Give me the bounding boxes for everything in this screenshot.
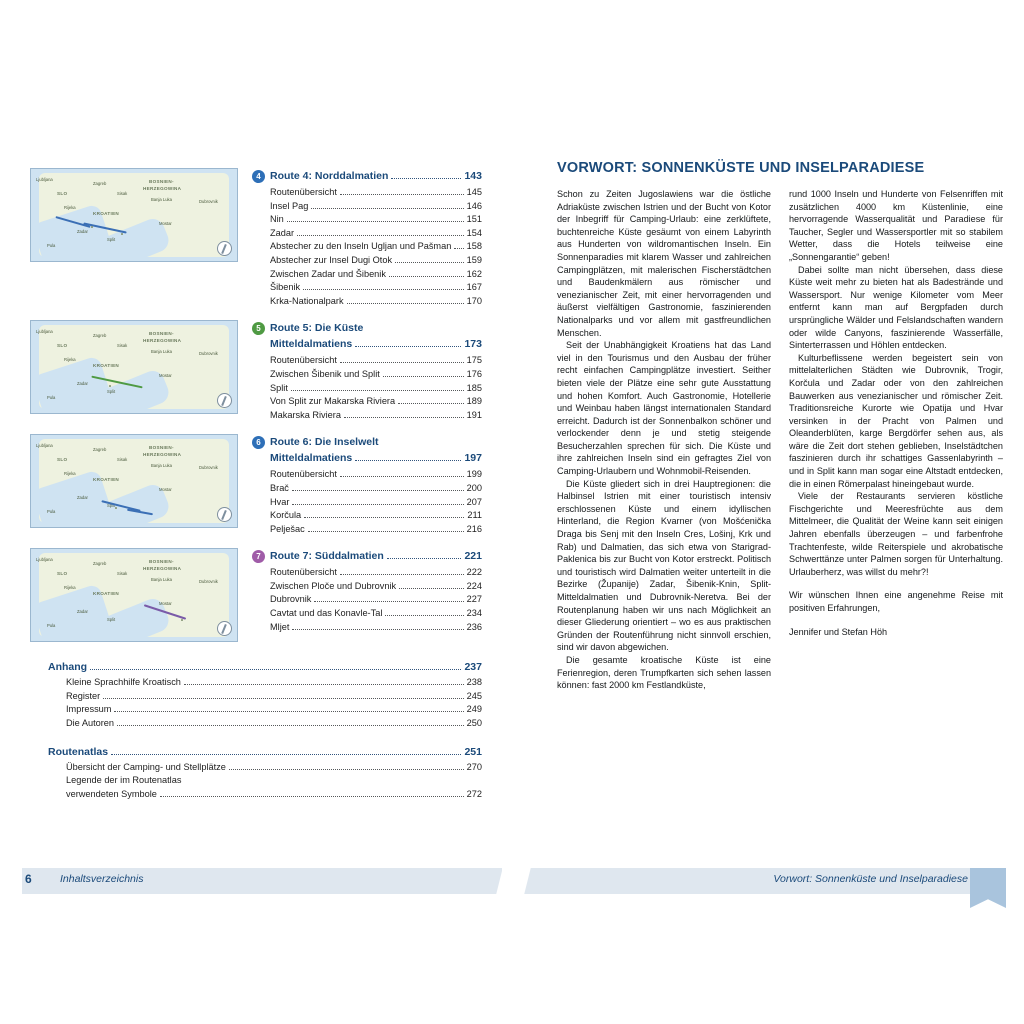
toc-item-label: Insel Pag	[270, 200, 309, 211]
toc-item-page: 199	[466, 469, 482, 480]
leader-dots	[90, 669, 461, 670]
toc-item[interactable]	[270, 254, 482, 268]
appendix-heading	[48, 660, 482, 674]
route-page-number: 173	[464, 338, 482, 351]
leader-dots	[355, 460, 461, 461]
toc-item[interactable]	[66, 774, 482, 788]
toc-item-page: 200	[466, 482, 482, 493]
toc-entries	[238, 434, 482, 536]
leader-dots	[454, 248, 463, 249]
leader-dots	[292, 629, 463, 630]
leader-dots	[383, 376, 464, 377]
route-title-line-2	[270, 338, 482, 351]
leader-dots	[160, 796, 464, 797]
toc-item-page: 167	[466, 282, 482, 293]
toc-block	[30, 548, 482, 642]
toc-item-label: Routenübersicht	[270, 187, 337, 197]
toc-routeatlas-section	[48, 745, 482, 802]
toc-item-page: 185	[466, 382, 482, 393]
toc-item-page: 227	[466, 594, 482, 605]
toc-item[interactable]	[270, 496, 482, 510]
toc-item[interactable]	[270, 382, 482, 396]
toc-item-label: Routenübersicht	[270, 567, 337, 578]
toc-item-page: 216	[466, 523, 482, 534]
footer-label-left: Inhaltsverzeichnis	[60, 873, 144, 885]
toc-item[interactable]	[270, 580, 482, 594]
toc-item-page: 158	[466, 241, 482, 252]
toc-item[interactable]	[270, 607, 482, 621]
toc-item-label: Dubrovnik	[270, 594, 312, 605]
toc-item-page: 270	[466, 761, 482, 772]
leader-dots	[344, 417, 464, 418]
column-right	[789, 188, 1003, 692]
leader-dots	[398, 403, 464, 404]
toc-item-label: Pelješac	[270, 523, 305, 534]
toc-item[interactable]	[66, 690, 482, 704]
toc-item[interactable]	[270, 186, 482, 200]
leader-dots	[355, 346, 461, 347]
toc-item-label: Routenübersicht	[270, 355, 337, 366]
route-page-number: 221	[464, 550, 482, 563]
toc-item-page: 272	[466, 788, 482, 799]
leader-dots	[311, 208, 463, 209]
toc-appendix-section	[48, 660, 482, 730]
toc-item[interactable]	[270, 295, 482, 309]
leader-dots	[385, 615, 463, 616]
leader-dots	[391, 178, 461, 179]
toc-item-page: 245	[466, 690, 482, 701]
route-heading	[252, 436, 482, 449]
toc-item[interactable]	[270, 509, 482, 523]
toc-item-page: 145	[466, 187, 482, 197]
toc-item[interactable]	[270, 200, 482, 214]
leader-dots	[340, 476, 464, 477]
toc-item-label: Kleine Sprachhilfe Kroatisch	[66, 677, 181, 688]
toc-item[interactable]	[270, 621, 482, 635]
leader-dots	[229, 769, 464, 770]
toc-item-label: Split	[270, 382, 288, 393]
toc-item-page: 224	[466, 580, 482, 591]
paragraph: Schon zu Zeiten Jugoslawiens war die östliche Adriaküste zwischen Istrien und der Bucht von Kotor der Inbegriff für Camping-Urlaub: eine zerklüftete, buchtenreiche Küste gesäumt von einem Labyrinth aus Hunderten von wildromantischen Inseln. Ein Sonnenparadies mit klarem Wasser und zahlreichen Campingplätzen, mit malerischen Fischerstädtchen und Baudenkmälern aus römischer und venezianischer Zeit, mit einer hervorragenden und äußerst vielfältigen Gastronomie, faszinierenden Nationalparks und vor allem mit gastfreundlichen Menschen.	[557, 189, 771, 338]
paragraph: Dabei sollte man nicht übersehen, dass diese Küste weit mehr zu bieten hat als Badestrände und Wassersport. Nur wenige Kilometer vom Meer entfernt kann man auf Bergpfaden durch ursprüngliche Wälder und Felslandschaften wandern oder wilde Canyons, faszinierende Wasserfälle, Sinterterrassen und Höhlen entdecken.	[789, 264, 1003, 351]
toc-item-page: 175	[466, 355, 482, 366]
leader-dots	[287, 221, 464, 222]
route-number-badge: 7	[252, 550, 265, 563]
leader-dots	[340, 362, 464, 363]
appendix-label: Anhang	[48, 661, 88, 674]
signature: Jennifer und Stefan Höh	[789, 626, 888, 637]
route-title: Route 6: Die Inselwelt	[270, 436, 379, 449]
paragraph: Die Küste gliedert sich in drei Hauptregionen: die Halbinsel Istrien mit einer touristisch intensiv erschlossenen Küste und einem idyllischen Hinterland, die Region Kvarner (von Mošćenička Draga bis Senj mit den Inseln Cres, Lošinj, Krk und Rab) und Dalmatien, das sich etwa von Starigrad-Paklenica bis zur Bucht von Kotor erstreckt. Politisch und touristisch wird Dalmatien weiter unterteilt in die Bezirke (Županije) Zadar, Šibenik-Knin, Split-Mitteldalmatien und Dubrovnik-Neretva. Bei der Routenplanung haben wir uns nach Möglichkeit an dieser Gliederung orientiert – wo es aus praktischen Gründen der Routenführung nicht sinnvoll erschien, sind wir davon abgewichen.	[557, 478, 771, 653]
leader-dots	[308, 531, 464, 532]
toc-item[interactable]	[270, 240, 482, 254]
footer-label-right: Vorwort: Sonnenküste und Inselparadiese	[773, 873, 968, 885]
toc-item-page: 162	[466, 268, 482, 279]
leader-dots	[297, 235, 464, 236]
toc-item-label: Zadar	[270, 227, 295, 238]
toc-entries	[238, 168, 482, 308]
appendix-page: 237	[464, 661, 482, 674]
toc-block	[30, 434, 482, 536]
toc-item-label: Brač	[270, 482, 289, 493]
toc-item-label: Mljet	[270, 621, 290, 632]
toc-item[interactable]	[270, 409, 482, 423]
table-of-contents	[30, 168, 482, 801]
toc-item-page: 207	[466, 496, 482, 507]
toc-item-label: Von Split zur Makarska Riviera	[270, 396, 396, 407]
route-heading	[252, 550, 482, 563]
toc-item-label: Abstecher zur Insel Dugi Otok	[270, 254, 393, 265]
route-heading	[252, 170, 482, 183]
toc-item-label: Routenübersicht	[270, 469, 337, 480]
toc-item[interactable]	[66, 703, 482, 717]
leader-dots	[184, 684, 464, 685]
toc-item-label: Die Autoren	[66, 718, 115, 729]
toc-item-label: Übersicht der Camping- und Stellplätze	[66, 761, 226, 772]
toc-item-page: 176	[466, 368, 482, 379]
leader-dots	[399, 588, 464, 589]
toc-item[interactable]	[270, 482, 482, 496]
toc-item-page: 154	[466, 227, 482, 238]
leader-dots	[292, 490, 464, 491]
route-page-number: 197	[464, 452, 482, 465]
toc-item-page: 236	[466, 621, 482, 632]
toc-item[interactable]	[270, 368, 482, 382]
toc-entries	[238, 320, 482, 422]
toc-item[interactable]	[270, 213, 482, 227]
toc-item-label: Krka-Nationalpark	[270, 295, 344, 306]
toc-item-page: 211	[467, 510, 482, 521]
routeatlas-page: 251	[464, 745, 482, 758]
toc-item-label: verwendeten Symbole	[66, 788, 157, 799]
toc-item-page: 249	[466, 704, 482, 715]
leader-dots	[347, 303, 464, 304]
paragraph: Kulturbeflissene werden begeistert sein von mittelalterlichen Städten wie Dubrovnik, Trogir, Korčula und Zadar oder von den zahlreichen Bauwerken aus venezianischer und römischer Zeit. Traditionsreiche Kurorte wie Opatija und Hvar versinken in der Pracht von Palmen und Oleanderblüten, karge Bergdörfer sehen aus, als wäre die Zeit dort stehen geblieben, Inselstädtchen faszinieren durch ihr schattiges Gassenlabyrinth – und in Split kann man sogar eine Altstadt entdecken, die in einen Römerpalast hineingebaut wurde.	[789, 352, 1003, 489]
route-number-badge: 6	[252, 436, 265, 449]
foreword-columns	[557, 188, 1004, 692]
leader-dots	[292, 504, 463, 505]
toc-item-label: Nin	[270, 214, 284, 225]
route-map-thumbnail: BOSNIEN- HERZEGOWINA KROATIEN SLO Ljubljana Zagreb Rijeka Sisak Banja Luka Dubrovnik Mostar Zadar Split Pula	[30, 434, 238, 528]
toc-item-label: Cavtat und das Konavle-Tal	[270, 608, 383, 619]
toc-item-page: 151	[466, 214, 482, 225]
route-title: Route 7: Süddalmatien	[270, 550, 384, 563]
toc-item-page: 191	[466, 409, 482, 420]
toc-entries	[238, 548, 482, 642]
toc-item[interactable]	[66, 788, 482, 802]
route-number-badge: 4	[252, 170, 265, 183]
route-map-thumbnail: BOSNIEN- HERZEGOWINA KROATIEN SLO Ljubljana Zagreb Rijeka Sisak Banja Luka Dubrovnik Mostar Zadar Split Pula	[30, 320, 238, 414]
toc-item-page: 170	[466, 295, 482, 306]
leader-dots	[389, 276, 464, 277]
paragraph: Seit der Unabhängigkeit Kroatiens hat das Land viel in den Tourismus und den Ausbau der früher recht einfachen Campingplätze investiert. Seither bieten viele der Plätze eine sehr gute Ausstattung und hohen Komfort. Auch Gastronomie, Hotellerie und Weinbau haben längst internationalen Standard erreicht. Dadurch ist der Sonnenbalkon schöner und verlockender denn je und stetig steigende Besucherzahlen sprechen für sich. Die Küste und ihre zahlreichen Inseln sind ein gefragtes Ziel von Camping-Urlaubern und Wohnmobil-Reisenden.	[557, 340, 771, 477]
route-page-number: 143	[464, 170, 482, 182]
leader-dots	[114, 711, 463, 712]
leader-dots	[103, 698, 463, 699]
route-title-second: Mitteldalmatiens	[270, 338, 353, 351]
leader-dots	[387, 558, 462, 559]
toc-item-page: 250	[466, 718, 482, 729]
compass-icon	[217, 241, 232, 256]
toc-item[interactable]	[270, 227, 482, 241]
leader-dots	[291, 390, 464, 391]
toc-item[interactable]	[66, 761, 482, 775]
paragraph: Viele der Restaurants servieren köstliche Fischgerichte und Meeresfrüchte aus dem Mittelmeer, die Qualität der Weine kann seit einigen Jahren ebenfalls überzeugen – und farbenfrohe Trachtenfeste, wilde Reiterspiele und akrobatische Schwerttänze unter Palmen sorgen für Unterhaltung. Urlauberherz, was willst du mehr?!	[789, 491, 1003, 577]
toc-item-label: Zwischen Ploče und Dubrovnik	[270, 580, 397, 591]
closing-paragraph: Wir wünschen Ihnen eine angenehme Reise mit positiven Erfahrungen,	[789, 590, 1003, 613]
toc-item-page: 159	[466, 254, 482, 265]
leader-dots	[314, 601, 463, 602]
toc-item-label: Hvar	[270, 496, 290, 507]
leader-dots	[117, 725, 464, 726]
route-title: Route 5: Die Küste	[270, 322, 364, 335]
toc-block	[30, 168, 482, 308]
toc-item-label: Register	[66, 690, 101, 701]
toc-item-label: Makarska Riviera	[270, 409, 341, 420]
toc-item-label: Impressum	[66, 704, 112, 715]
route-title: Route 4: Norddalmatien	[270, 170, 389, 182]
toc-item-label: Zwischen Zadar und Šibenik	[270, 268, 386, 279]
leader-dots	[340, 574, 464, 575]
toc-block	[30, 320, 482, 422]
leader-dots	[395, 262, 464, 263]
routeatlas-heading	[48, 745, 482, 759]
toc-item-page: 222	[466, 567, 482, 578]
toc-item-label: Legende der im Routenatlas	[66, 775, 182, 786]
toc-item-label: Šibenik	[270, 282, 301, 293]
leader-dots	[304, 517, 464, 518]
toc-item-page: 234	[466, 608, 482, 619]
toc-item-label: Abstecher zu den Inseln Ugljan und Pašman	[270, 241, 452, 252]
column-left	[557, 188, 771, 692]
paragraph: rund 1000 Inseln und Hunderte von Felsenriffen mit zusätzlichen 4000 km Küstenlinie, eine hervorragende Wasserqualität und Paradiese für Taucher, Segler und Wassersportler mit so stabilem Wetter, dass die Hotels teilweise eine „Sonnengarantie“ geben!	[789, 189, 1003, 262]
toc-item[interactable]	[270, 354, 482, 368]
toc-item[interactable]	[270, 566, 482, 580]
leader-dots	[111, 754, 461, 755]
toc-item[interactable]	[270, 395, 482, 409]
route-title-second: Mitteldalmatiens	[270, 452, 353, 465]
toc-item[interactable]	[66, 717, 482, 731]
route-map-thumbnail: BOSNIEN- HERZEGOWINA KROATIEN SLO Ljubljana Zagreb Rijeka Sisak Banja Luka Dubrovnik Mostar Zadar Split Pula	[30, 168, 238, 262]
toc-item[interactable]	[270, 281, 482, 295]
route-title-line-2	[270, 452, 482, 465]
paragraph: Die gesamte kroatische Küste ist eine Ferienregion, deren Trumpfkarten sich sehen lassen können: fast 2000 km Festlandküste,	[557, 654, 771, 691]
toc-item-page: 189	[466, 396, 482, 407]
route-map-thumbnail: BOSNIEN- HERZEGOWINA KROATIEN SLO Ljubljana Zagreb Rijeka Sisak Banja Luka Dubrovnik Mostar Zadar Split Pula	[30, 548, 238, 642]
toc-item[interactable]	[270, 523, 482, 537]
toc-item-page: 238	[466, 677, 482, 688]
route-heading	[252, 322, 482, 335]
toc-item-label: Zwischen Šibenik und Split	[270, 368, 380, 379]
leader-dots	[340, 194, 464, 195]
toc-item[interactable]	[270, 468, 482, 482]
route-number-badge: 5	[252, 322, 265, 335]
leader-dots	[303, 289, 464, 290]
routeatlas-label: Routenatlas	[48, 745, 109, 758]
toc-item-label: Korčula	[270, 510, 302, 521]
toc-item[interactable]	[270, 268, 482, 282]
footer-page-number-left: 6	[25, 872, 32, 886]
page-title: VORWORT: SONNENKÜSTE UND INSELPARADIESE	[557, 160, 925, 176]
toc-item[interactable]	[270, 593, 482, 607]
toc-item[interactable]	[66, 676, 482, 690]
toc-item-page: 146	[466, 200, 482, 211]
